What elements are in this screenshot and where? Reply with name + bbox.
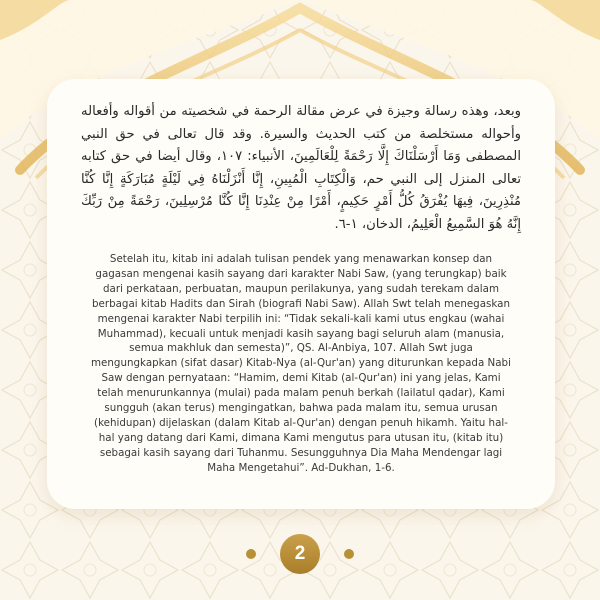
- previous-page-dot[interactable]: [246, 549, 256, 559]
- pagination: [0, 531, 600, 577]
- content-card: [47, 79, 555, 509]
- arabic-paragraph: وبعد، وهذه رسالة وجيزة في عرض مقالة الرحمة في شخصيته من أقواله وأفعاله وأحواله مستخلصة من كتب الحديث والسيرة. وقد قال تعالى في حق النبي المصطفى وَمَا أَرْسَلْنَاكَ إِلَّا رَحْمَةً لِلْعَالَمِينَ، الأنبياء: ١٠٧، وقال أيضا في حق كتابه تعالى المنزل إلى النبي حم، وَالْكِتَابِ الْمُبِينِ، إِنَّا أَنْزَلْنَاهُ فِي لَيْلَةٍ مُبَارَكَةٍ إِنَّا كُنَّا مُنْذِرِينَ، فِيهَا يُفْرَقُ كُلُّ أَمْرٍ حَكِيمٍ، أَمْرًا مِنْ عِنْدِنَا إِنَّا كُنَّا مُرْسِلِينَ، رَحْمَةً مِنْ رَبِّكَ إِنَّهُ هُوَ السَّمِيعُ الْعَلِيمُ، الدخان، ١-٦.: [81, 104, 521, 232]
- next-page-dot[interactable]: [344, 549, 354, 559]
- page-number-badge: 2: [280, 534, 320, 574]
- indonesian-paragraph: Setelah itu, kitab ini adalah tulisan pendek yang menawarkan konsep dan gagasan mengenai kasih sayang dari karakter Nabi Saw, (yang terungkap) baik dari perkataan, perbuatan, maupun perilakunya, yang sudah terekam dalam berbagai kitab Hadits dan Sirah (biografi Nabi Saw). Allah Swt telah menegaskan mengenai karakter Nabi terpilih ini: “Tidak sekali-kali kami utus engkau (wahai Muhammad), kecuali untuk menjadi kasih sayang bagi seluruh alam (manusia, semua makhluk dan semesta)”, QS. Al-Anbiya, 107. Allah Swt juga mengungkapkan (sifat dasar) Kitab-Nya (al-Qur'an) yang diturunkan kepada Nabi Saw dengan pernyataan: “Hamim, demi Kitab (al-Qur'an) ini yang jelas, Kami telah menurunkannya (mulai) pada malam penuh berkah (lailatul qadar), Kami sungguh (akan terus) mengingatkan, bahwa pada malam itu, semua urusan (kehidupan) dijelaskan (dalam Kitab al-Qur'an) dengan penuh hikamh. Yaitu hal-hal yang datang dari Kami, dimana Kami mengutus para utusan itu, (kitab itu) sebagai kasih sayang dari Tuhanmu. Sesungguhnya Dia Maha Mendengar lagi Maha Mengetahui”. Ad-Dukhan, 1-6.: [91, 253, 511, 474]
